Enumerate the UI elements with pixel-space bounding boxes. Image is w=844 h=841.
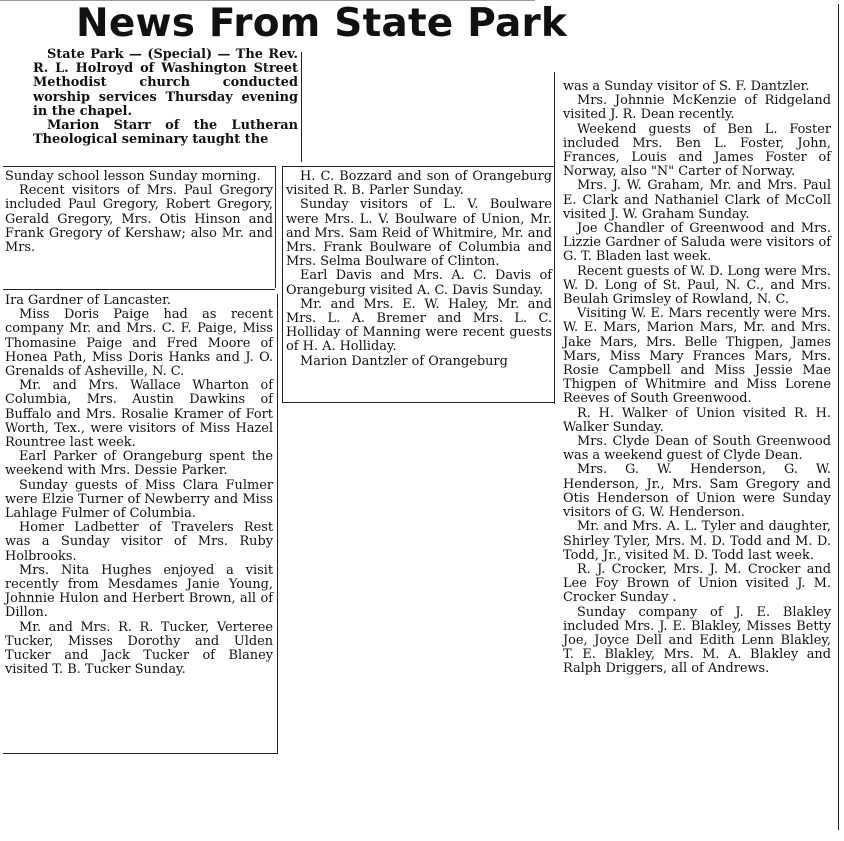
block-rule	[3, 166, 275, 167]
paragraph: Sunday company of J. E. Blakley included Mrs. J. E. Blakley, Misses Betty Joe, Joyce Dell and Edith Lenn Blakley, T. E. Blakley, Mrs. M. A. Blakley and Ralph Driggers, all of Andrews.	[563, 604, 831, 677]
paragraph: Earl Parker of Orangeburg spent the weekend with Mrs. Dessie Parker.	[5, 449, 273, 479]
paragraph: Mrs. J. W. Graham, Mr. and Mrs. Paul E. Clark and Nathaniel Clark of McColl visited J. W. Graham Sunday.	[563, 178, 831, 222]
headline: News From State Park	[76, 1, 568, 46]
paragraph: Recent guests of W. D. Long were Mrs. W. D. Long of St. Paul, N. C., and Mrs. Beulah Grimsley of Rowland, N. C.	[563, 263, 831, 308]
paragraph: Earl Davis and Mrs. A. C. Davis of Orangeburg visited A. C. Davis Sunday.	[286, 268, 552, 298]
paragraph: Mrs. Nita Hughes enjoyed a visit recently from Mesdames Janie Young, Johnnie Hulon and Herbert Brown, all of Dillon.	[5, 562, 273, 621]
paragraph: Sunday school lesson Sunday morning.	[5, 169, 261, 184]
paragraph: Recent visitors of Mrs. Paul Gregory included Paul Gregory, Robert Gregory, Gerald Gregory, Mrs. Otis Hinson and Frank Gregory of Kershaw; also Mr. and Mrs.	[5, 183, 273, 256]
block-rule	[3, 753, 278, 754]
paragraph: Mr. and Mrs. A. L. Tyler and daughter, Shirley Tyler, Mrs. M. D. Todd and M. D. Todd, Jr., visited M. D. Todd last week.	[563, 519, 831, 563]
paragraph: Mr. and Mrs. Wallace Wharton of Columbia, Mrs. Austin Dawkins of Buffalo and Mrs. Rosalie Kramer of Fort Worth, Tex., were visitors of Miss Hazel Rountree last week.	[5, 378, 273, 451]
article-col1-bottom	[5, 294, 273, 677]
paragraph: Marion Starr of the Lutheran Theological seminary taught the	[33, 118, 298, 148]
column-rule	[275, 166, 276, 288]
block-rule	[282, 166, 554, 167]
paragraph: R. J. Crocker, Mrs. J. M. Crocker and Lee Foy Brown of Union visited J. M. Crocker Sunday .	[563, 561, 831, 606]
paragraph: Ira Gardner of Lancaster.	[5, 293, 171, 308]
column-rule	[277, 294, 278, 754]
block-rule	[282, 402, 555, 403]
paragraph: Mrs. Johnnie McKenzie of Ridgeland visited J. R. Dean recently.	[563, 93, 831, 123]
column-rule	[838, 4, 839, 830]
column-rule	[282, 166, 283, 402]
paragraph: Visiting W. E. Mars recently were Mrs. W. E. Mars, Marion Mars, Mr. and Mrs. Jake Mars, Mrs. Belle Thigpen, James Mars, Miss Mary Frances Mars, Mrs. Rosie Campbell and Miss Jessie Mae Thigpen of Whitmire and Miss Lorene Reeves of South Greenwood.	[563, 306, 831, 407]
paragraph: Mr. and Mrs. E. W. Haley, Mr. and Mrs. L. A. Bremer and Mrs. L. C. Holliday of Manning were recent guests of H. A. Holliday.	[286, 296, 552, 355]
paragraph: Sunday guests of Miss Clara Fulmer were Elzie Turner of Newberry and Miss Lahlage Fulmer of Columbia.	[5, 477, 273, 522]
paragraph: Mr. and Mrs. R. R. Tucker, Verteree Tucker, Misses Dorothy and Ulden Tucker and Jack Tucker of Blaney visited T. B. Tucker Sunday.	[5, 619, 273, 678]
paragraph: Mrs. Clyde Dean of South Greenwood was a weekend guest of Clyde Dean.	[563, 434, 831, 464]
paragraph: R. H. Walker of Union visited R. H. Walker Sunday.	[563, 405, 831, 435]
paragraph: Joe Chandler of Greenwood and Mrs. Lizzie Gardner of Saluda were visitors of G. T. Bladen last week.	[563, 221, 831, 265]
column-rule	[301, 52, 302, 162]
article-col3	[563, 80, 831, 677]
paragraph: Homer Ladbetter of Travelers Rest was a Sunday visitor of Mrs. Ruby Holbrooks.	[5, 520, 273, 564]
article-intro	[33, 48, 298, 147]
block-rule	[3, 289, 275, 290]
paragraph: was a Sunday visitor of S. F. Dantzler.	[563, 79, 810, 94]
paragraph: Marion Dantzler of Orangeburg	[300, 353, 508, 369]
paragraph: Weekend guests of Ben L. Foster included Mrs. Ben L. Foster, John, Frances, Louis and James Foster of Norway, also "N" Carter of Norway.	[563, 121, 831, 180]
article-col1-mid	[5, 170, 273, 255]
paragraph: H. C. Bozzard and son of Orangeburg visited R. B. Parler Sunday.	[286, 169, 552, 199]
paragraph: State Park — (Special) — The Rev. R. L. Holroyd of Washington Street Methodist church conducted worship services Thursday evening in the chapel.	[33, 47, 298, 119]
article-col2	[286, 170, 552, 369]
paragraph: Sunday visitors of L. V. Boulware were Mrs. L. V. Boulware of Union, Mr. and Mrs. Sam Reid of Whitmire, Mr. and Mrs. Frank Boulware of Columbia and Mrs. Selma Boulware of Clinton.	[286, 197, 552, 270]
paragraph: Mrs. G. W. Henderson, G. W. Henderson, Jr., Mrs. Sam Gregory and Otis Henderson of Union were Sunday visitors of G. W. Henderson.	[563, 462, 831, 521]
column-rule	[554, 72, 555, 404]
paragraph: Miss Doris Paige had as recent company Mr. and Mrs. C. F. Paige, Miss Thomasine Paige and Fred Moore of Honea Path, Miss Doris Hanks and J. O. Grenalds of Asheville, N. C.	[5, 307, 273, 380]
